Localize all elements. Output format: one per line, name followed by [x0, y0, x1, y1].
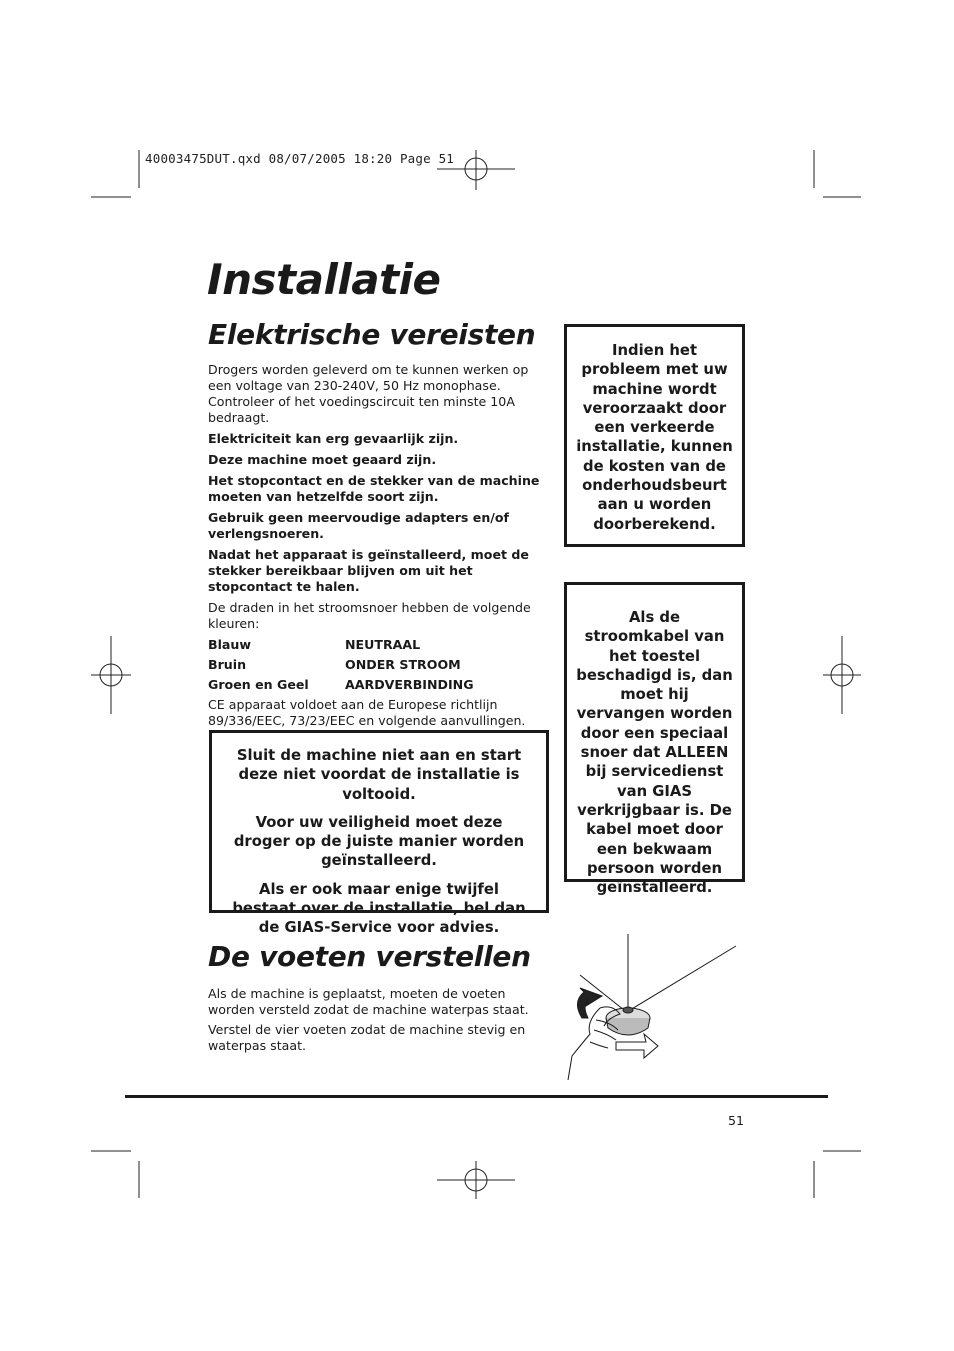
wire-row [208, 677, 553, 697]
wire-meaning: AARDVERBINDING [345, 677, 474, 692]
wire-meaning: ONDER STROOM [345, 657, 461, 672]
ce-note: CE apparaat voldoet aan de Europese richtlijn 89/336/EEC, 73/23/EEC en volgende aanvullingen. [208, 697, 526, 728]
footer-rule [125, 1095, 828, 1098]
cost-warning-box [564, 324, 745, 547]
safety-paragraph: Sluit de machine niet aan en start deze niet voordat de installatie is voltooid. [236, 747, 522, 803]
warning-line: Elektriciteit kan erg gevaarlijk zijn. [208, 431, 459, 446]
wire-color: Bruin [208, 657, 247, 672]
safety-paragraph: Voor uw veiligheid moet deze droger op de juiste manier worden geïnstalleerd. [233, 813, 525, 870]
safety-paragraph: Als er ook maar enige twijfel bestaat over de installatie, bel dan de GIAS-Service voor advies. [232, 880, 526, 937]
warning-line: Nadat het apparaat is geïnstalleerd, moet de stekker bereikbaar blijven om uit het stopcontact te halen. [208, 547, 529, 594]
electrical-text [208, 362, 553, 729]
wires-intro: De draden in het stroomsnoer hebben de volgende kleuren: [208, 600, 531, 631]
cost-warning-text: Indien het probleem met uw machine wordt veroorzaakt door een verkeerde installatie, kunnen de kosten van de onderhoudsbeurt aan u worden doorberekend. [576, 342, 733, 533]
feet-paragraph: Als de machine is geplaatst, moeten de voeten worden versteld zodat de machine waterpas staat. [208, 986, 529, 1017]
adjust-foot-illustration [560, 930, 750, 1090]
cable-warning-text: Als de stroomkabel van het toestel beschadigd is, dan moet hij vervangen worden door een speciaal snoer dat ALLEEN bij servicedienst van GIAS verkrijgbaar is. De kabel moet door een bekwaam persoon worden geïnstalleerd. [576, 609, 733, 897]
wire-meaning: NEUTRAAL [345, 637, 421, 652]
feet-text [208, 986, 553, 1054]
page-number: 51 [728, 1113, 745, 1128]
print-slug: 40003475DUT.qxd 08/07/2005 18:20 Page 51 [145, 151, 455, 166]
section-heading-feet: De voeten verstellen [208, 940, 531, 973]
wire-row [208, 657, 553, 677]
warning-line: Het stopcontact en de stekker van de machine moeten van hetzelfde soort zijn. [208, 473, 540, 504]
warning-line: Gebruik geen meervoudige adapters en/of verlengsnoeren. [208, 510, 510, 541]
cable-warning-box [564, 582, 745, 897]
wire-row [208, 637, 553, 657]
section-heading-electrical: Elektrische vereisten [208, 318, 536, 351]
safety-box [209, 730, 549, 937]
intro-paragraph: Drogers worden geleverd om te kunnen werken op een voltage van 230-240V, 50 Hz monophase. Controleer of het voedingscircuit ten minste 10A bedraagt. [208, 362, 529, 425]
wire-color: Groen en Geel [208, 677, 309, 692]
page-title: Installatie [207, 255, 441, 304]
feet-paragraph: Verstel de vier voeten zodat de machine stevig en waterpas staat. [208, 1022, 526, 1053]
wire-color: Blauw [208, 637, 252, 652]
warning-line: Deze machine moet geaard zijn. [208, 452, 437, 467]
